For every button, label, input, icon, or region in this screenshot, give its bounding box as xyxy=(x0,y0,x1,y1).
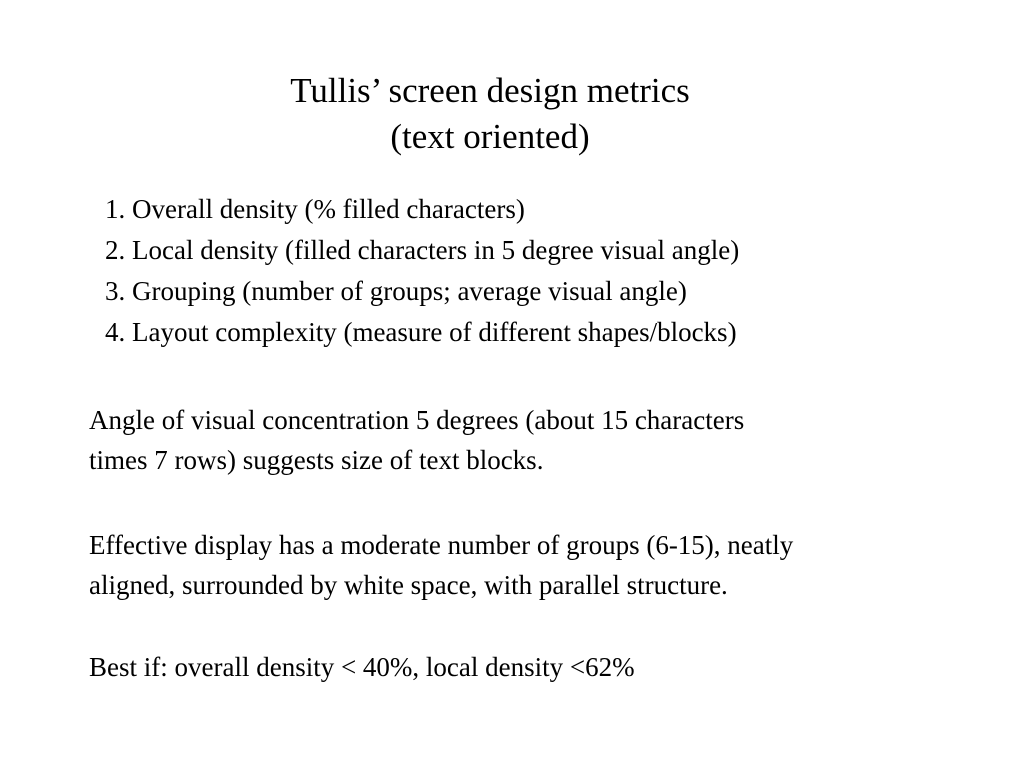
metric-item-local-density: 2. Local density (filled characters in 5 degree visual angle) xyxy=(105,235,740,265)
metrics-list xyxy=(105,189,739,353)
paragraph-line: Angle of visual concentration 5 degrees (about 15 characters xyxy=(89,405,745,435)
metric-item-layout-complexity: 4. Layout complexity (measure of different shapes/blocks) xyxy=(105,317,737,347)
paragraph-line: aligned, surrounded by white space, with parallel structure. xyxy=(89,570,728,600)
metric-item-grouping: 3. Grouping (number of groups; average visual angle) xyxy=(105,276,687,306)
metric-item-overall-density: 1. Overall density (% filled characters) xyxy=(105,194,525,224)
title-line-2: (text oriented) xyxy=(390,117,590,156)
paragraph-visual-concentration xyxy=(89,400,949,480)
paragraph-line: Effective display has a moderate number of groups (6-15), neatly xyxy=(89,530,794,560)
paragraph-effective-display xyxy=(89,525,1009,605)
paragraph-line: Best if: overall density < 40%, local density <62% xyxy=(89,652,635,682)
paragraph-line: times 7 rows) suggests size of text blocks. xyxy=(89,445,544,475)
slide-title xyxy=(0,68,980,160)
title-line-1: Tullis’ screen design metrics xyxy=(290,71,690,110)
paragraph-best-if xyxy=(89,647,949,687)
